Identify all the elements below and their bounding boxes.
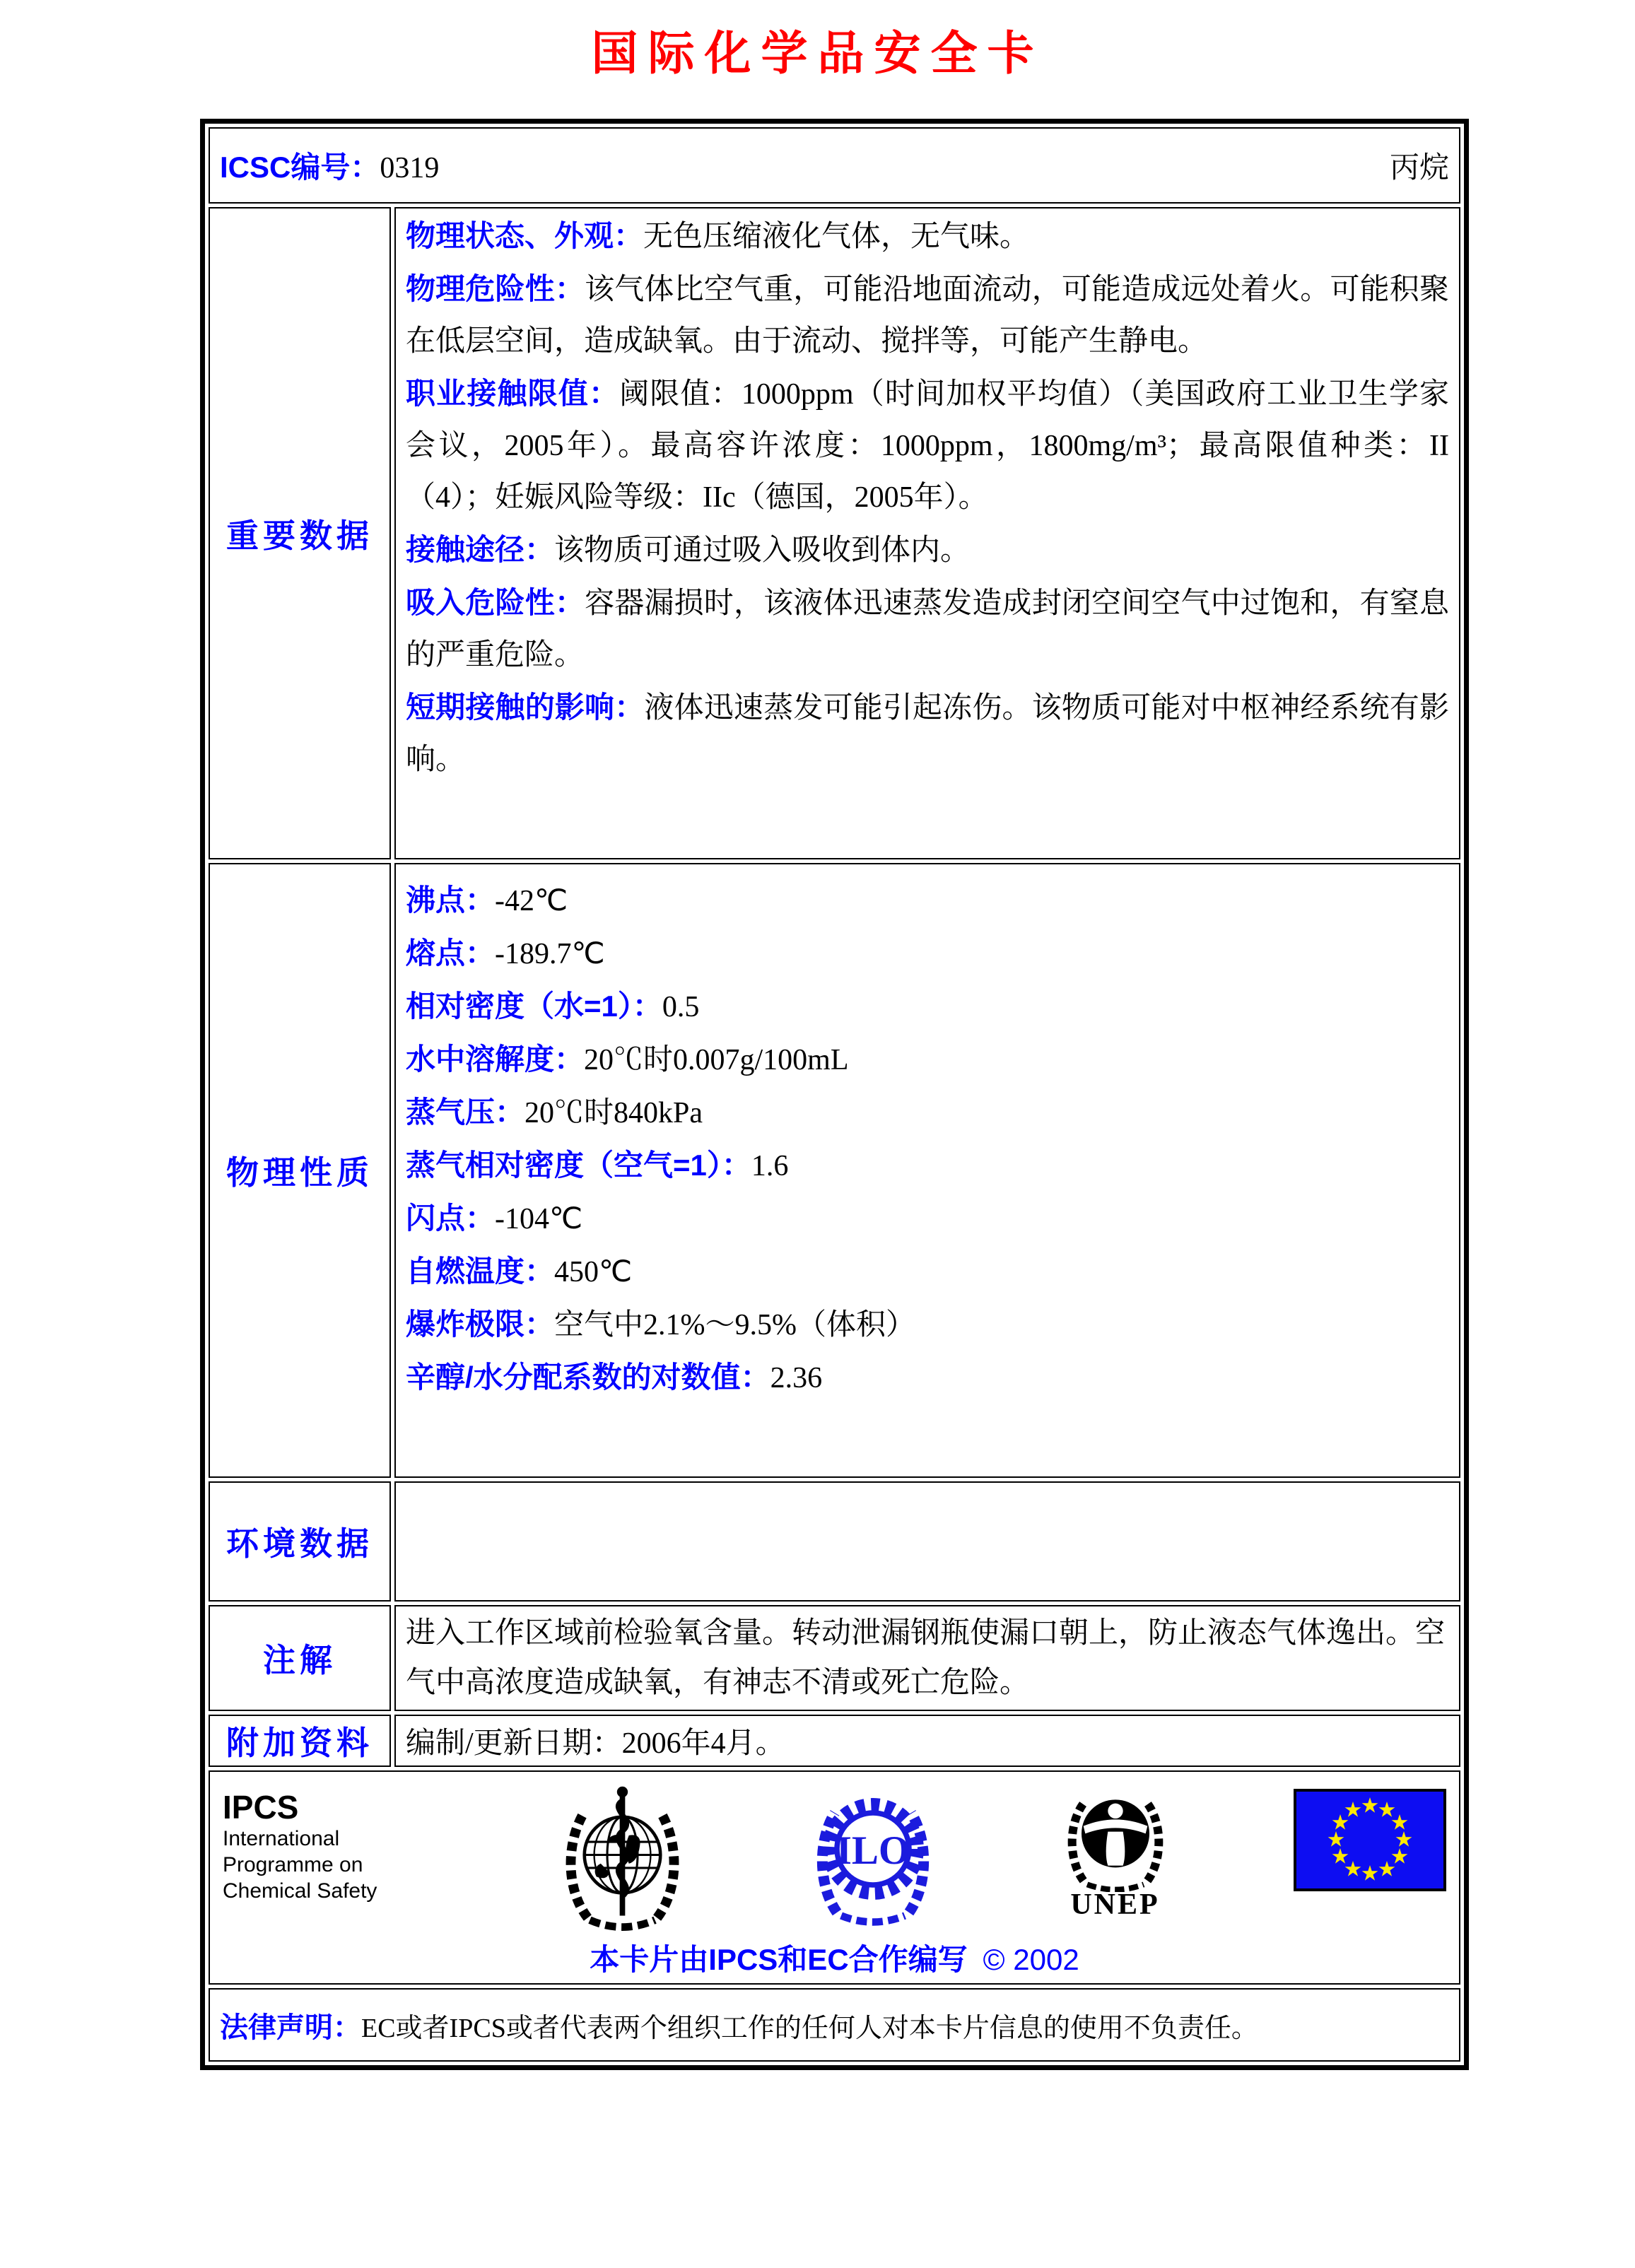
property-label: 熔点： [406,936,496,970]
property-value: 450℃ [554,1256,633,1288]
property-value: 1.6 [751,1150,789,1182]
field-value: 该气体比空气重，可能沿地面流动，可能造成远处着火。可能积聚在低层空间，造成缺氧。由于流动、搅拌等，可能产生静电。 [406,274,1449,358]
important-data-item [406,263,1449,368]
field-label: 接触途径： [406,533,555,566]
property-line [406,1139,1449,1192]
who-logo-icon [557,1779,688,1931]
unep-word: UNEP [1070,1888,1160,1921]
important-data-item [406,577,1449,681]
field-value: 无色压缩液化气体，无气味。 [643,221,1030,253]
property-line [406,1192,1449,1245]
property-label: 水中溶解度： [406,1042,585,1076]
field-label: 物理状态、外观： [406,219,644,252]
physical-properties-label: 物理性质 [209,863,391,1478]
legal-row [209,1988,1460,2062]
property-value: 20℃时0.007g/100mL [584,1044,849,1076]
ipcs-text-block [223,1779,435,1904]
icsc-table [200,119,1469,2070]
ilo-letters: ILO [836,1828,910,1873]
credit-line [217,1937,1452,1979]
field-value: 阈限值：1000ppm（时间加权平均值）（美国政府工业卫生学家会议，2005年）。最高容许浓度：1000ppm，1800mg/m³；最高限值种类：II（4）；妊娠风险等级：IIc（德国，2005年）。 [406,378,1449,514]
field-value: 液体迅速蒸发可能引起冻伤。该物质可能对中枢神经系统有影响。 [406,692,1449,776]
property-label: 蒸气压： [406,1095,525,1129]
property-value: -104℃ [495,1203,583,1235]
environmental-data-content [394,1481,1460,1602]
ipcs-line: International [223,1827,340,1850]
logos-cell [209,1770,1460,1985]
environmental-data-row [209,1481,1460,1602]
field-label: 物理危险性： [406,272,585,305]
environmental-data-label: 环境数据 [209,1481,391,1602]
property-line [406,1033,1449,1086]
physical-properties-row [209,863,1460,1478]
legal-cell [209,1988,1460,2062]
page-title: 国际化学品安全卡 [591,25,1044,81]
ipcs-line: Chemical Safety [223,1879,377,1903]
notes-row [209,1605,1460,1711]
legal-label: 法律声明： [220,2011,361,2043]
field-label: 短期接触的影响： [406,691,645,724]
field-label: 职业接触限值： [406,377,620,410]
copyright-text: © 2002 [983,1943,1079,1976]
property-line [406,1298,1449,1351]
icsc-header-cell [209,127,1460,204]
ipcs-title: IPCS [223,1789,299,1826]
property-value: 空气中2.1%～9.5%（体积） [554,1309,915,1341]
property-label: 爆炸极限： [406,1308,555,1341]
field-value: 该物质可通过吸入吸收到体内。 [554,534,971,567]
additional-info-label: 附加资料 [209,1715,391,1767]
important-data-item [406,524,1449,577]
ipcs-line: Programme on [223,1853,363,1876]
notes-content: 进入工作区域前检验氧含量。转动泄漏钢瓶使漏口朝上，防止液态气体逸出。空气中高浓度造成缺氧，有神志不清或死亡危险。 [394,1605,1460,1711]
field-label: 吸入危险性： [406,586,585,619]
icsc-number-group [220,144,439,187]
important-data-label: 重要数据 [209,207,391,859]
field-value: 容器漏损时，该液体迅速蒸发造成封闭空间空气中过饱和，有窒息的严重危险。 [406,587,1449,671]
icsc-number-label: ICSC编号： [220,151,380,184]
unep-logo-icon [1059,1779,1172,1892]
important-data-content [394,207,1460,859]
property-value: 20℃时840kPa [525,1097,703,1129]
icsc-header-row [209,127,1460,204]
property-label: 沸点： [406,883,496,917]
property-value: -189.7℃ [495,938,605,970]
icsc-number-value: 0319 [380,152,440,184]
eu-flag-icon [1294,1789,1446,1891]
ilo-logo-icon [809,1779,937,1927]
important-data-row [209,207,1460,859]
property-label: 辛醇/水分配系数的对数值： [406,1361,770,1394]
property-label: 闪点： [406,1201,496,1235]
additional-info-row [209,1715,1460,1767]
chemical-name: 丙烷 [1389,152,1449,184]
logos-row [209,1770,1460,1985]
property-line [406,874,1449,927]
property-label: 自燃温度： [406,1255,555,1288]
property-value: 2.36 [770,1362,823,1394]
notes-label: 注解 [209,1605,391,1711]
additional-info-content: 编制/更新日期：2006年4月。 [394,1715,1460,1767]
important-data-item [406,210,1449,263]
property-line [406,1245,1449,1298]
property-value: -42℃ [495,885,568,917]
property-line [406,1351,1449,1404]
physical-properties-content [394,863,1460,1478]
important-data-item [406,681,1449,786]
legal-text: EC或者IPCS或者代表两个组织工作的任何人对本卡片信息的使用不负责任。 [361,2013,1258,2043]
credit-text: 本卡片由IPCS和EC合作编写 [590,1943,968,1976]
property-label: 相对密度（水=1）： [406,989,662,1023]
unep-logo-block [1059,1779,1172,1920]
property-line [406,980,1449,1033]
property-value: 0.5 [662,991,700,1023]
important-data-item [406,368,1449,524]
property-line [406,1086,1449,1139]
property-line [406,927,1449,980]
property-label: 蒸气相对密度（空气=1）： [406,1148,751,1182]
